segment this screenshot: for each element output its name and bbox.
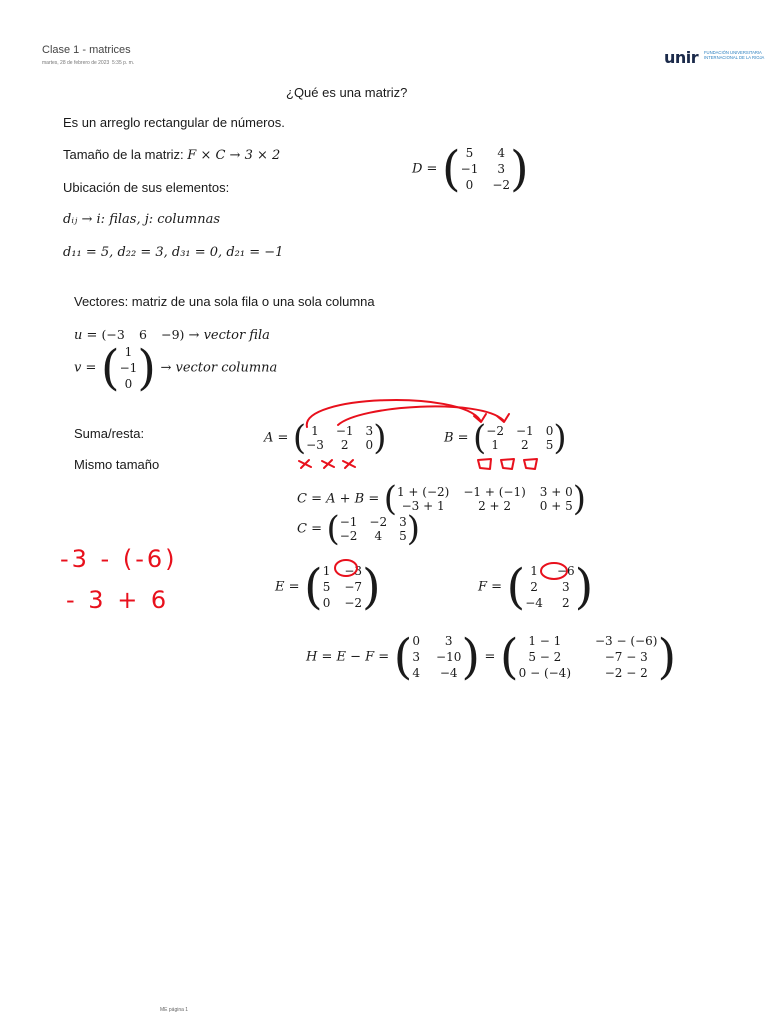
handwritten-note-2: - 3 + 6 [66, 586, 170, 614]
ink-cross-1 [299, 460, 311, 468]
right-paren: ) [572, 479, 586, 519]
matrix-a-cell: 1 [311, 424, 319, 438]
matrix-d-cell: 5 [465, 146, 474, 160]
ink-circle-f12 [541, 563, 567, 579]
matrix-h-result-cell: −10 [436, 650, 462, 664]
matrix-c-cell: −1 [339, 515, 358, 529]
matrix-b-cell: −1 [516, 424, 534, 438]
matrix-h-result-cell: 4 [412, 666, 421, 680]
left-paren: ( [383, 479, 397, 519]
vector-u-value-3: −9) [161, 327, 185, 342]
matrix-f-cell: 1 [530, 564, 538, 578]
ink-square-2 [501, 459, 514, 469]
matrix-a-name: A = [264, 430, 289, 446]
matrix-d-name: D = [412, 161, 438, 177]
matrix-e-cell: −3 [344, 564, 363, 578]
elements-expression: d₁₁ = 5, d₂₂ = 3, d₃₁ = 0, d₂₁ = −1 [63, 245, 284, 260]
matrix-d-cell: 0 [465, 178, 474, 192]
right-paren: ) [362, 559, 381, 615]
vector-u-value-2: 6 [139, 327, 147, 342]
matrix-e-cell: 1 [322, 564, 331, 578]
left-paren: ( [499, 629, 519, 685]
vector-v-label: → vector columna [160, 360, 278, 376]
left-paren: ( [303, 559, 323, 615]
matrix-c-expression-cell: −1 + (−1) [463, 485, 526, 499]
matrix-a-cell: 3 [365, 424, 374, 438]
left-paren: ( [292, 418, 307, 458]
handwritten-note-1: -3 - (-6) [60, 545, 178, 573]
matrix-f-name: F = [478, 579, 503, 595]
location-label: Ubicación de sus elementos: [63, 180, 230, 195]
left-paren: ( [393, 629, 413, 685]
matrix-h-result-cell: 3 [412, 650, 421, 664]
matrix-f-cell: 2 [530, 580, 538, 594]
matrix-a-cell: 2 [340, 438, 349, 452]
vector-u-name: u = [74, 328, 98, 343]
matrix-b-cell: −2 [486, 424, 504, 438]
ink-square-3 [524, 459, 537, 469]
matrix-d-cell: 4 [497, 146, 506, 160]
matrix-b-cell: 0 [545, 424, 554, 438]
matrix-b-cell: 1 [491, 438, 499, 452]
sum-label: Suma/resta: [74, 426, 145, 441]
matrix-h-steps-cell: 5 − 2 [528, 650, 562, 664]
vectors-title: Vectores: matriz de una sola fila o una sola columna [74, 294, 375, 309]
matrix-h-steps-cell: −3 − (−6) [595, 634, 658, 648]
vector-v-cell: 0 [124, 377, 133, 391]
page-footer: ME página 1 [160, 1007, 189, 1013]
size-label: Tamaño de la matriz: [63, 147, 184, 162]
vector-u-label: → vector fila [188, 328, 270, 343]
right-paren: ) [510, 141, 529, 197]
matrix-f-cell: −4 [525, 596, 543, 610]
right-paren: ) [373, 418, 387, 458]
matrix-h-steps-cell: 1 − 1 [528, 634, 562, 648]
matrix-e-name: E = [275, 579, 300, 595]
logo-wordmark: unir [664, 48, 699, 67]
left-paren: ( [441, 141, 461, 197]
right-paren: ) [406, 509, 421, 549]
matrix-h-name: H = E − F = [306, 649, 390, 665]
matrix-c-expression-cell: 3 + 0 [539, 485, 573, 499]
page-header-date: martes, 28 de febrero de 2023 [42, 60, 110, 66]
vector-v-name: v = [74, 360, 97, 376]
page-heading: ¿Qué es una matriz? [286, 85, 408, 100]
matrix-c-expression-cell: 1 + (−2) [396, 485, 450, 499]
matrix-a-cell: −1 [335, 424, 354, 438]
definition-text: Es un arreglo rectangular de números. [63, 115, 285, 130]
matrix-e-cell: −7 [344, 580, 363, 594]
matrix-h-equals: = [484, 649, 496, 665]
matrix-h-steps-cell: −2 − 2 [604, 666, 648, 680]
matrix-b-cell: 5 [545, 438, 554, 452]
matrix-a-cell: 0 [365, 438, 374, 452]
matrix-h-result-cell: −4 [439, 666, 458, 680]
matrix-f-cell: 2 [561, 596, 570, 610]
matrix-e-cell: 0 [322, 596, 331, 610]
ink-square-1 [478, 459, 491, 469]
matrix-c-cell: 4 [374, 529, 383, 543]
matrix-b-name: B = [444, 430, 469, 446]
matrix-e-cell: 5 [322, 580, 331, 594]
matrix-c-name: C = [297, 521, 322, 537]
right-paren: ) [657, 629, 677, 685]
matrix-h-result-cell: 0 [412, 634, 421, 648]
ink-cross-2 [322, 460, 334, 468]
right-paren: ) [553, 418, 567, 458]
matrix-c-cell: 3 [399, 515, 407, 529]
page-header-time: 5:35 p. m. [112, 60, 135, 66]
matrix-c-expression-cell: −3 + 1 [401, 499, 445, 513]
matrix-h-steps-cell: 0 − (−4) [518, 666, 571, 680]
ink-arrow-a11-to-b11 [307, 400, 480, 427]
left-paren: ( [473, 418, 487, 458]
vector-u-value-1: (−3 [101, 327, 125, 342]
left-paren: ( [326, 509, 340, 549]
matrix-b-cell: 2 [521, 438, 529, 452]
page-header-title: Clase 1 - matrices [42, 44, 131, 56]
matrix-c-cell: −2 [339, 529, 358, 543]
right-paren: ) [574, 559, 594, 615]
matrix-f-cell: −6 [556, 564, 575, 578]
vector-v-cell: −1 [119, 361, 138, 375]
matrix-d-cell: 3 [497, 162, 506, 176]
matrix-f-cell: 3 [561, 580, 570, 594]
right-paren: ) [461, 629, 481, 685]
matrix-c-expression-name: C = A + B = [297, 491, 380, 507]
matrix-h-steps-cell: −7 − 3 [604, 650, 648, 664]
same-size-label: Mismo tamaño [74, 457, 160, 472]
matrix-d-cell: −1 [460, 162, 479, 176]
ink-arrowhead-2 [497, 414, 509, 422]
ink-arrow-a12-to-b12 [338, 406, 503, 425]
index-expression: dᵢⱼ → i: filas, j: columnas [63, 212, 221, 227]
matrix-d-cell: −2 [492, 178, 511, 192]
matrix-h-result-cell: 3 [444, 634, 453, 648]
matrix-a-cell: −3 [306, 438, 324, 452]
matrix-c-expression-cell: 0 + 5 [539, 499, 573, 513]
size-expression: F × C → 3 × 2 [187, 148, 281, 163]
vector-v-cell: 1 [124, 345, 133, 359]
left-paren: ( [506, 559, 526, 615]
left-paren: ( [100, 340, 120, 396]
matrix-c-expression-cell: 2 + 2 [478, 499, 512, 513]
ink-cross-3 [343, 460, 355, 468]
matrix-e-cell: −2 [344, 596, 363, 610]
ink-circle-e12 [335, 560, 357, 576]
matrix-c-cell: −2 [369, 515, 388, 529]
logo-subtitle: FUNDACIÓN UNIVERSITARIA INTERNACIONAL DE LA RIOJA [704, 50, 765, 60]
right-paren: ) [137, 340, 156, 396]
matrix-c-cell: 5 [399, 529, 407, 543]
